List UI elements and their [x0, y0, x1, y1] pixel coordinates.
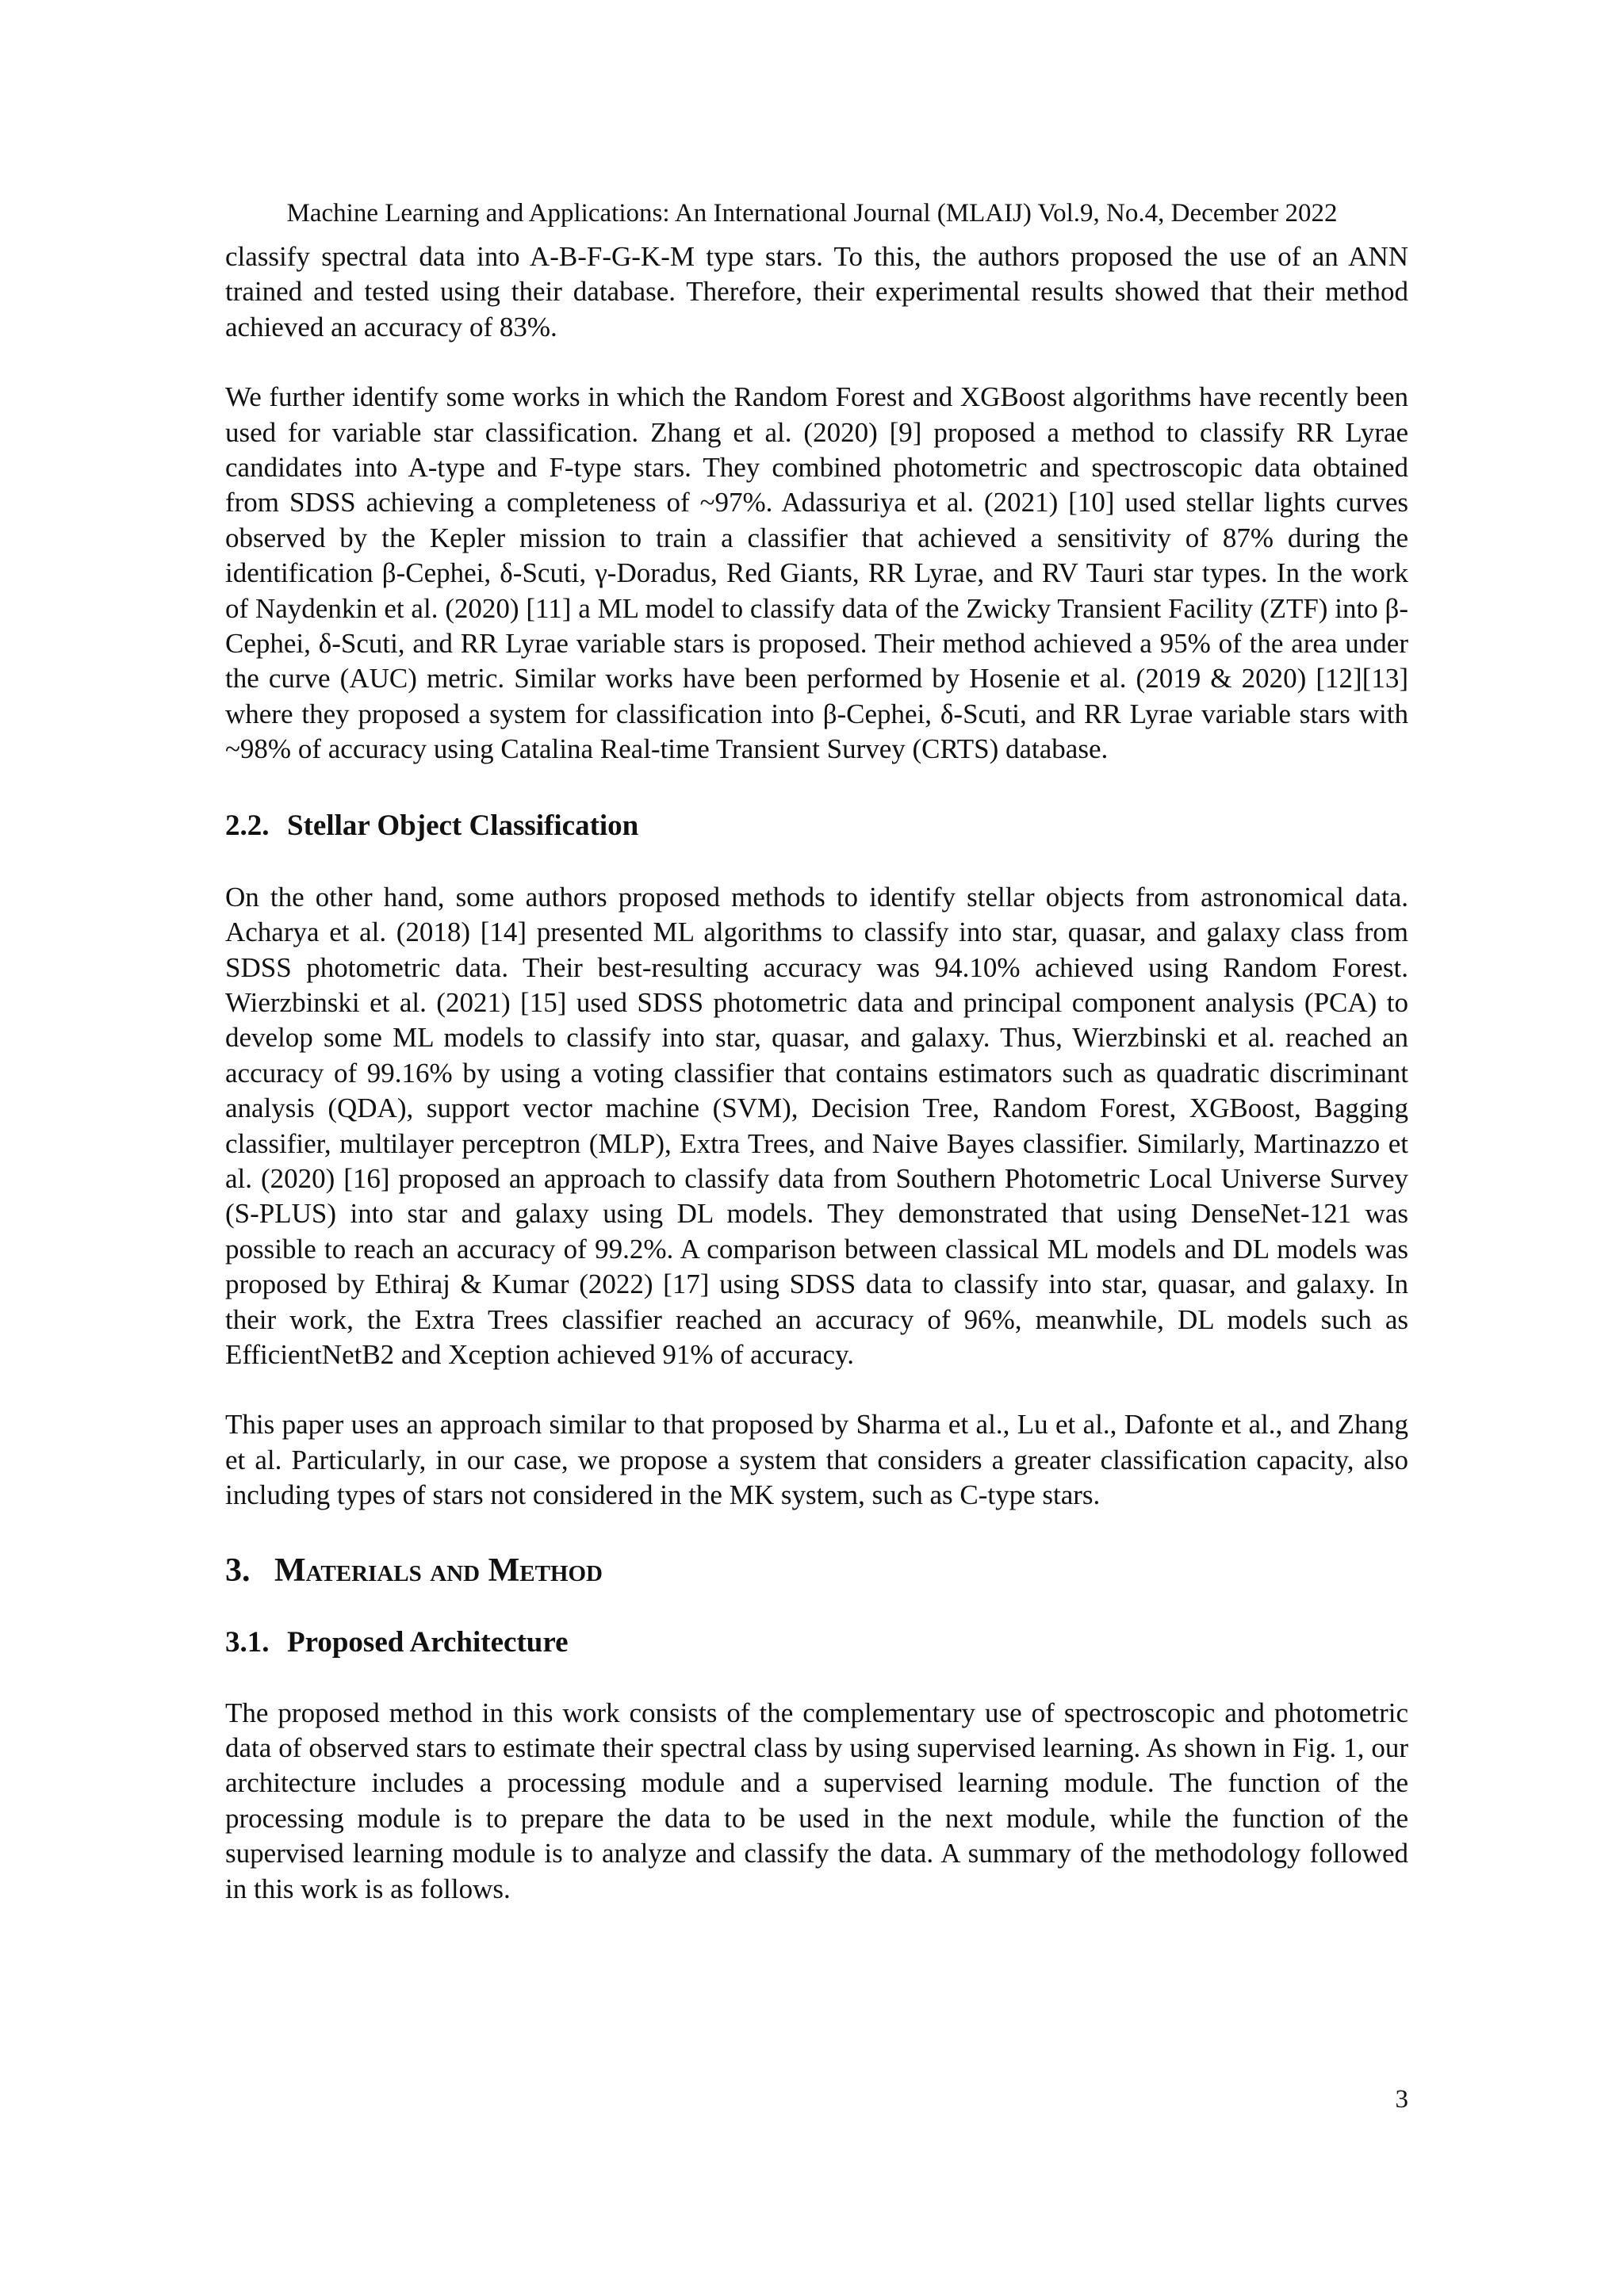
section-gap [225, 844, 1408, 880]
section-number: 3. [225, 1552, 251, 1589]
section-heading-3-1 [225, 1624, 1408, 1661]
section-gap [225, 767, 1408, 808]
paragraph-gap [225, 345, 1408, 380]
page-number: 3 [1395, 2085, 1408, 2114]
running-header: Machine Learning and Applications: An International Journal (MLAIJ) Vol.9, No.4, December 2022 [286, 199, 1338, 228]
section-number: 3.1. [225, 1625, 270, 1659]
section-gap [225, 1513, 1408, 1551]
section-gap [225, 1661, 1408, 1696]
section-title: Proposed Architecture [287, 1625, 569, 1659]
section-number: 2.2. [225, 809, 270, 842]
paragraph-variable-star-classification: We further identify some works in which the Random Forest and XGBoost algorithms have recently been used for variable star classification. Zhang et al. (2020) [9] proposed a method to classify RR Lyrae candidates into A-type and F-type stars. They combined photometric and spectroscopic data obtained from SDSS achieving a completeness of ~97%. Adassuriya et al. (2021) [10] used stellar lights curves observed by the Kepler mission to train a classifier that achieved a sensitivity of 87% during the identification β-Cephei, δ-Scuti, γ-Doradus, Red Giants, RR Lyrae, and RV Tauri star types. In the work of Naydenkin et al. (2020) [11] a ML model to classify data of the Zwicky Transient Facility (ZTF) into β-Cephei, δ-Scuti, and RR Lyrae variable stars is proposed. Their method achieved a 95% of the area under the curve (AUC) metric. Similar works have been performed by Hosenie et al. (2019 & 2020) [12][13] where they proposed a system for classification into β-Cephei, δ-Scuti, and RR Lyrae variable stars with ~98% of accuracy using Catalina Real-time Transient Survey (CRTS) database. [225, 381, 1408, 765]
section-title: Stellar Object Classification [287, 809, 639, 842]
section-title: Materials and Method [274, 1552, 603, 1589]
paragraph-proposed-method: The proposed method in this work consists of the complementary use of spectroscopic and photometric data of observed stars to estimate their spectral class by using supervised learning. As shown in Fig. 1, our architecture includes a processing module and a supervised learning module. The function of the processing module is to prepare the data to be used in the next module, while the function of the supervised learning module is to analyze and classify the data. A summary of the methodology followed in this work is as follows. [225, 1697, 1408, 1904]
paragraph-gap [225, 1372, 1408, 1407]
paragraph-ann-classification: classify spectral data into A-B-F-G-K-M type stars. To this, the authors proposed the use of an ANN trained and tested using their database. Therefore, their experimental results showed that their method achieved an accuracy of 83%. [225, 241, 1408, 342]
section-gap [225, 1590, 1408, 1624]
paragraph-stellar-object-classification: On the other hand, some authors proposed methods to identify stellar objects from astronomical data. Acharya et al. (2018) [14] presented ML algorithms to classify into star, quasar, and galaxy class from SDSS photometric data. Their best-resulting accuracy was 94.10% achieved using Random Forest. Wierzbinski et al. (2021) [15] used SDSS photometric data and principal component analysis (PCA) to develop some ML models to classify into star, quasar, and galaxy. Thus, Wierzbinski et al. reached an accuracy of 99.16% by using a voting classifier that contains estimators such as quadratic discriminant analysis (QDA), support vector machine (SVM), Decision Tree, Random Forest, XGBoost, Bagging classifier, multilayer perceptron (MLP), Extra Trees, and Naive Bayes classifier. Similarly, Martinazzo et al. (2020) [16] proposed an approach to classify data from Southern Photometric Local Universe Survey (S-PLUS) into star and galaxy using DL models. They demonstrated that using DenseNet-121 was possible to reach an accuracy of 99.2%. A comparison between classical ML models and DL models was proposed by Ethiraj & Kumar (2022) [17] using SDSS data to classify into star, quasar, and galaxy. In their work, the Extra Trees classifier reached an accuracy of 96%, meanwhile, DL models such as EfficientNetB2 and Xception achieved 91% of accuracy. [225, 881, 1408, 1370]
section-heading-2-2 [225, 808, 1408, 844]
page-content [225, 239, 1408, 1907]
section-heading-3 [225, 1551, 1408, 1590]
paragraph-approach-summary: This paper uses an approach similar to that proposed by Sharma et al., Lu et al., Dafonte et al., and Zhang et al. Particularly, in our case, we propose a system that considers a greater classification capacity, also including types of stars not considered in the MK system, such as C-type stars. [225, 1409, 1408, 1511]
